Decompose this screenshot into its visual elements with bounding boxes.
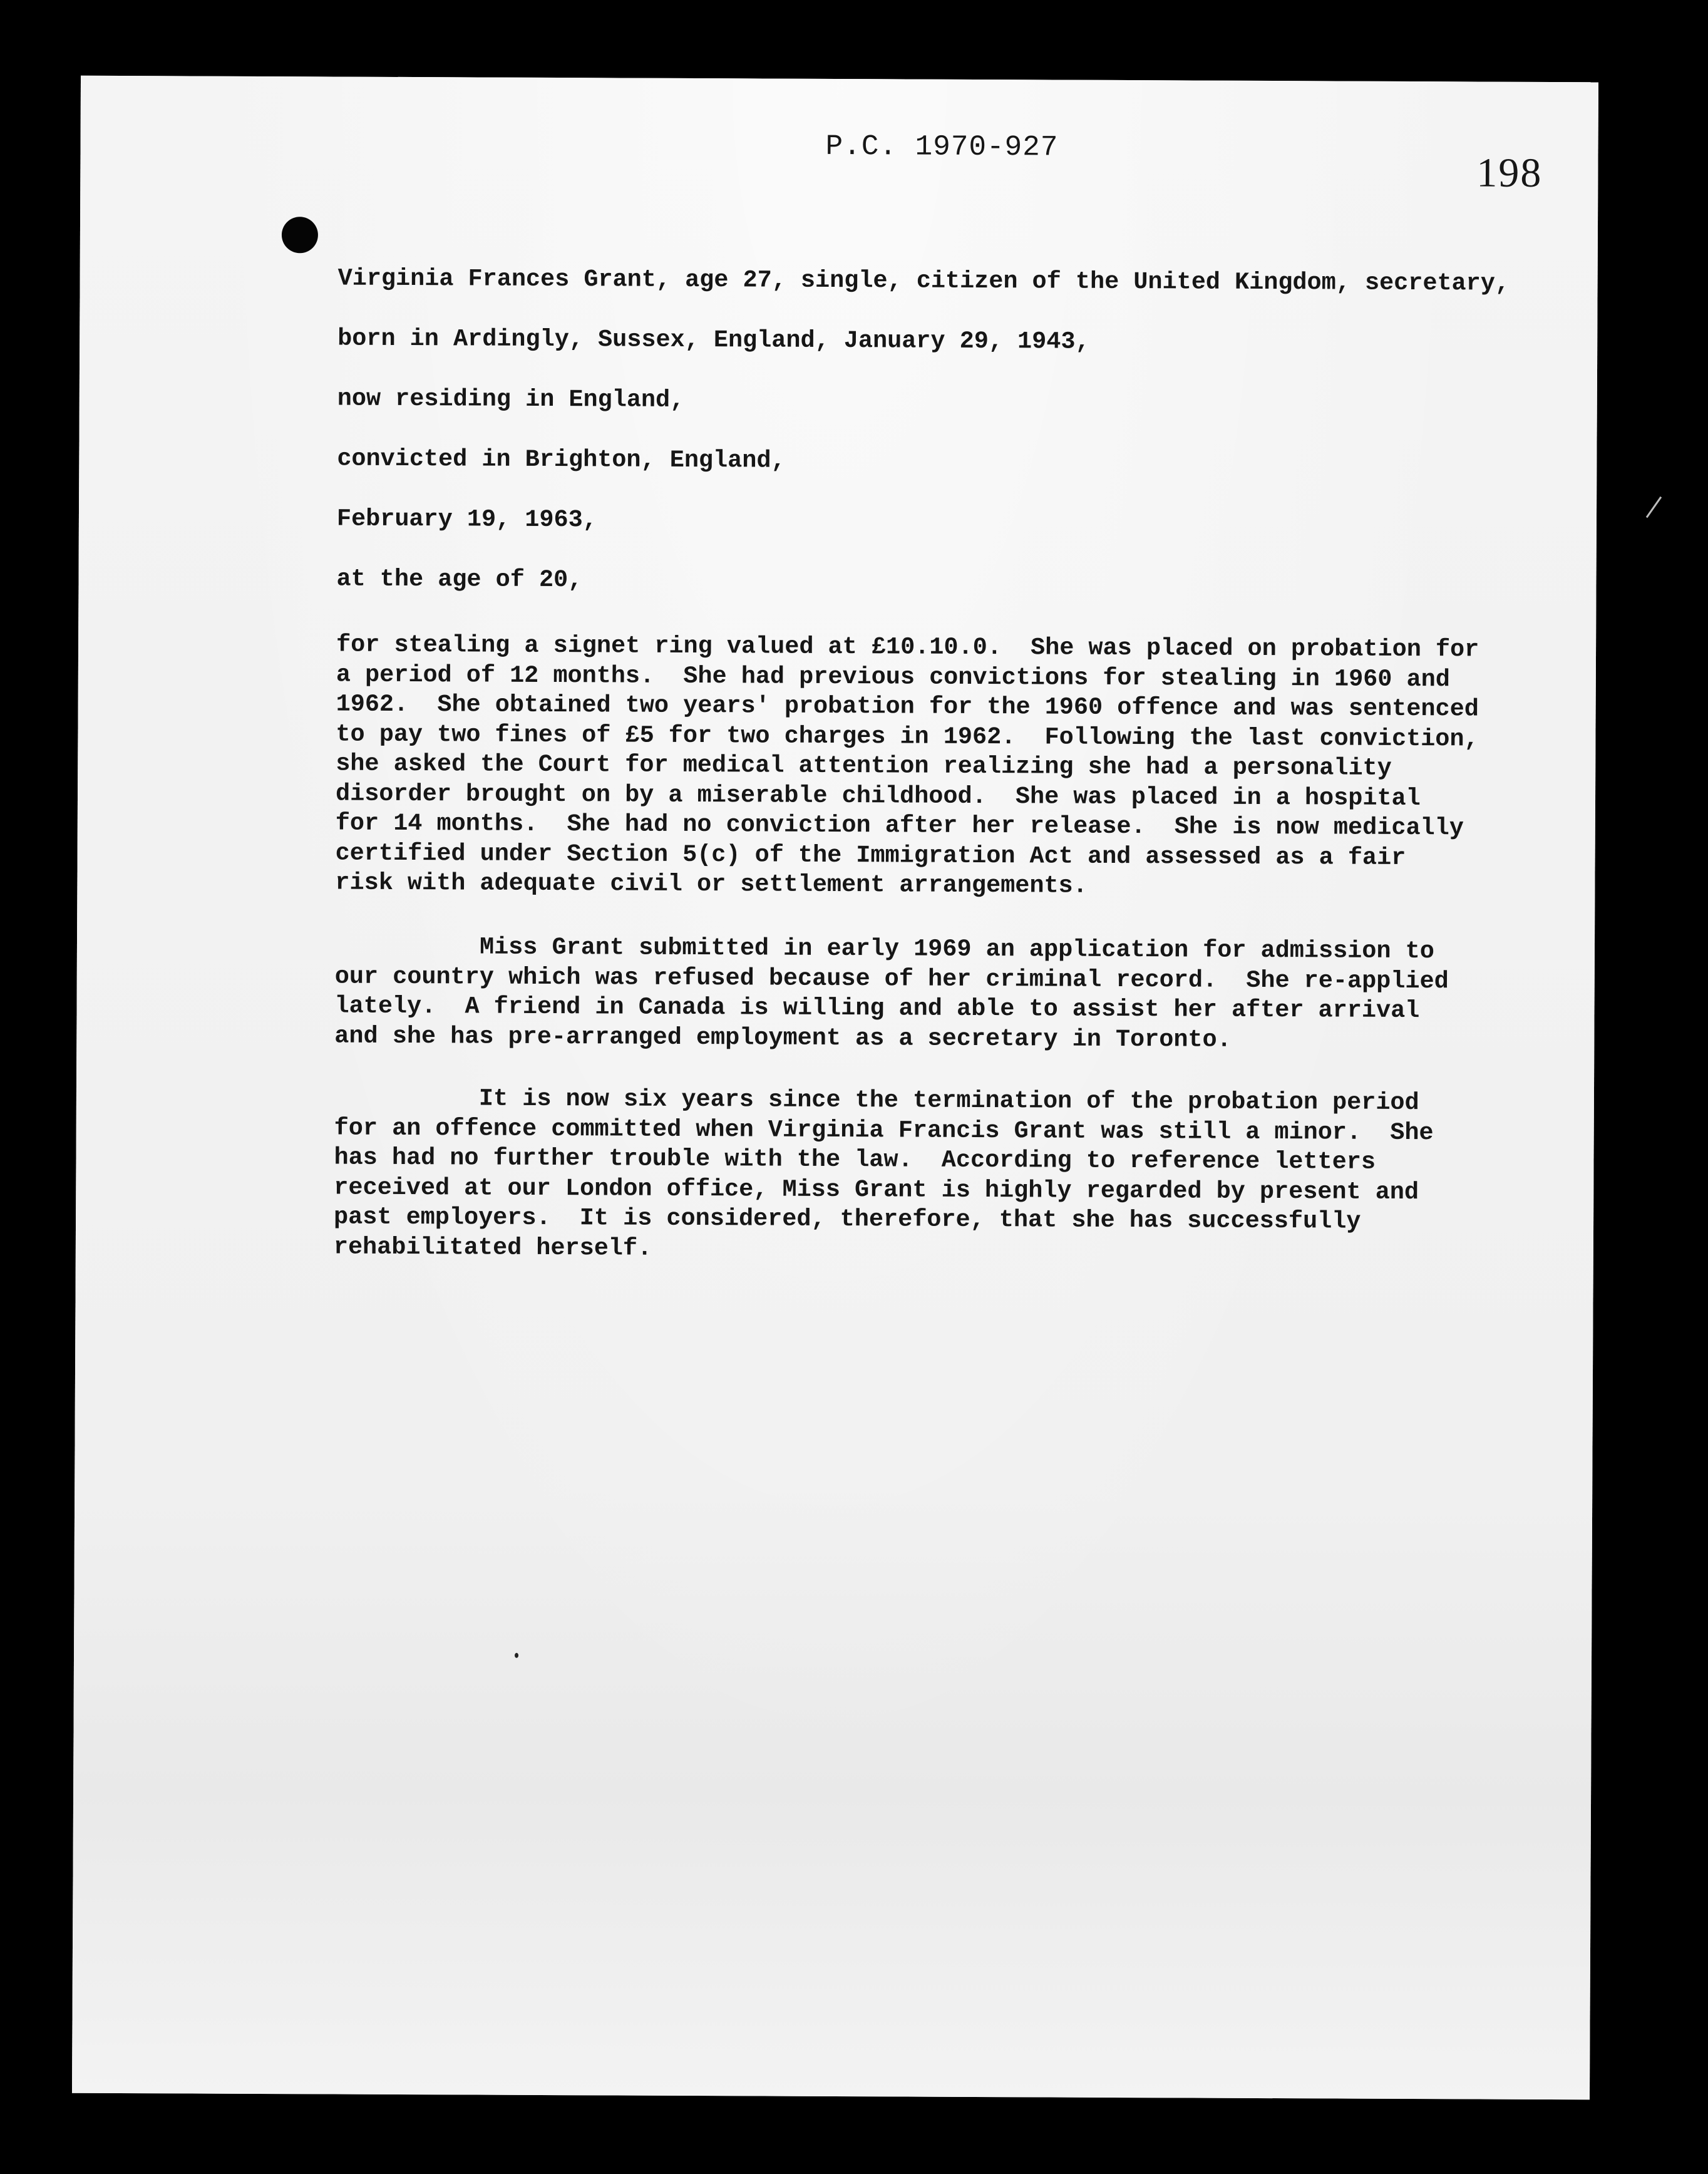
paragraph-line: our country which was refused because of her criminal record. She re-applied	[334, 962, 1449, 995]
paragraph-line: risk with adequate civil or settlement arrangements.	[335, 868, 1088, 900]
paragraph-line: Miss Grant submitted in early 1969 an application for admission to	[334, 932, 1434, 966]
paper-speck	[515, 1653, 518, 1658]
intro-line-age: at the age of 20,	[336, 565, 583, 594]
paragraph-application	[334, 932, 1525, 1056]
paragraph-line: has had no further trouble with the law. According to reference letters	[334, 1143, 1376, 1176]
document-page	[72, 76, 1598, 2100]
paragraph-line: to pay two fines of £5 for two charges in 1962. Following the last conviction,	[336, 720, 1479, 753]
intro-line-convicted: convicted in Brighton, England,	[337, 445, 786, 475]
paragraph-line: It is now six years since the termination of the probation period	[334, 1084, 1419, 1117]
paragraph-line: lately. A friend in Canada is willing and able to assist her after arrival	[334, 992, 1420, 1025]
punch-hole	[282, 217, 318, 253]
paragraph-line: 1962. She obtained two years' probation for the 1960 offence and was sentenced	[336, 690, 1479, 723]
paragraph-line: for 14 months. She had no conviction after her release. She is now medically	[335, 809, 1464, 842]
paragraph-line: for an offence committed when Virginia Francis Grant was still a minor. She	[334, 1114, 1434, 1146]
paragraph-line: disorder brought on by a miserable childhood. She was placed in a hospital	[335, 780, 1421, 812]
paragraph-line: received at our London office, Miss Grant is highly regarded by present and	[334, 1173, 1419, 1206]
intro-line-date: February 19, 1963,	[336, 505, 597, 534]
paragraph-line: past employers. It is considered, therefore, that she has successfully	[333, 1203, 1361, 1235]
intro-line-birth: born in Ardingly, Sussex, England, January 29, 1943,	[337, 324, 1090, 356]
scanner-artifact	[1646, 497, 1662, 518]
paragraph-line: rehabilitated herself.	[333, 1233, 652, 1262]
paragraph-rehabilitation	[334, 1084, 1524, 1267]
page-number: 198	[1476, 150, 1543, 196]
order-in-council-number: P.C. 1970-927	[825, 130, 1059, 164]
paragraph-line: a period of 12 months. She had previous convictions for stealing in 1960 and	[336, 661, 1450, 693]
paragraph-line: certified under Section 5(c) of the Immigration Act and assessed as a fair	[335, 839, 1406, 872]
paragraph-offence-details	[335, 631, 1526, 904]
paragraph-line: she asked the Court for medical attention realizing she had a personality	[336, 750, 1392, 782]
paragraph-line: for stealing a signet ring valued at £10.10.0. She was placed on probation for	[336, 631, 1479, 664]
paragraph-line: and she has pre-arranged employment as a secretary in Toronto.	[334, 1022, 1232, 1054]
intro-line-name: Virginia Frances Grant, age 27, single, citizen of the United Kingdom, secretary,	[337, 264, 1510, 297]
intro-line-residence: now residing in England,	[337, 384, 685, 414]
